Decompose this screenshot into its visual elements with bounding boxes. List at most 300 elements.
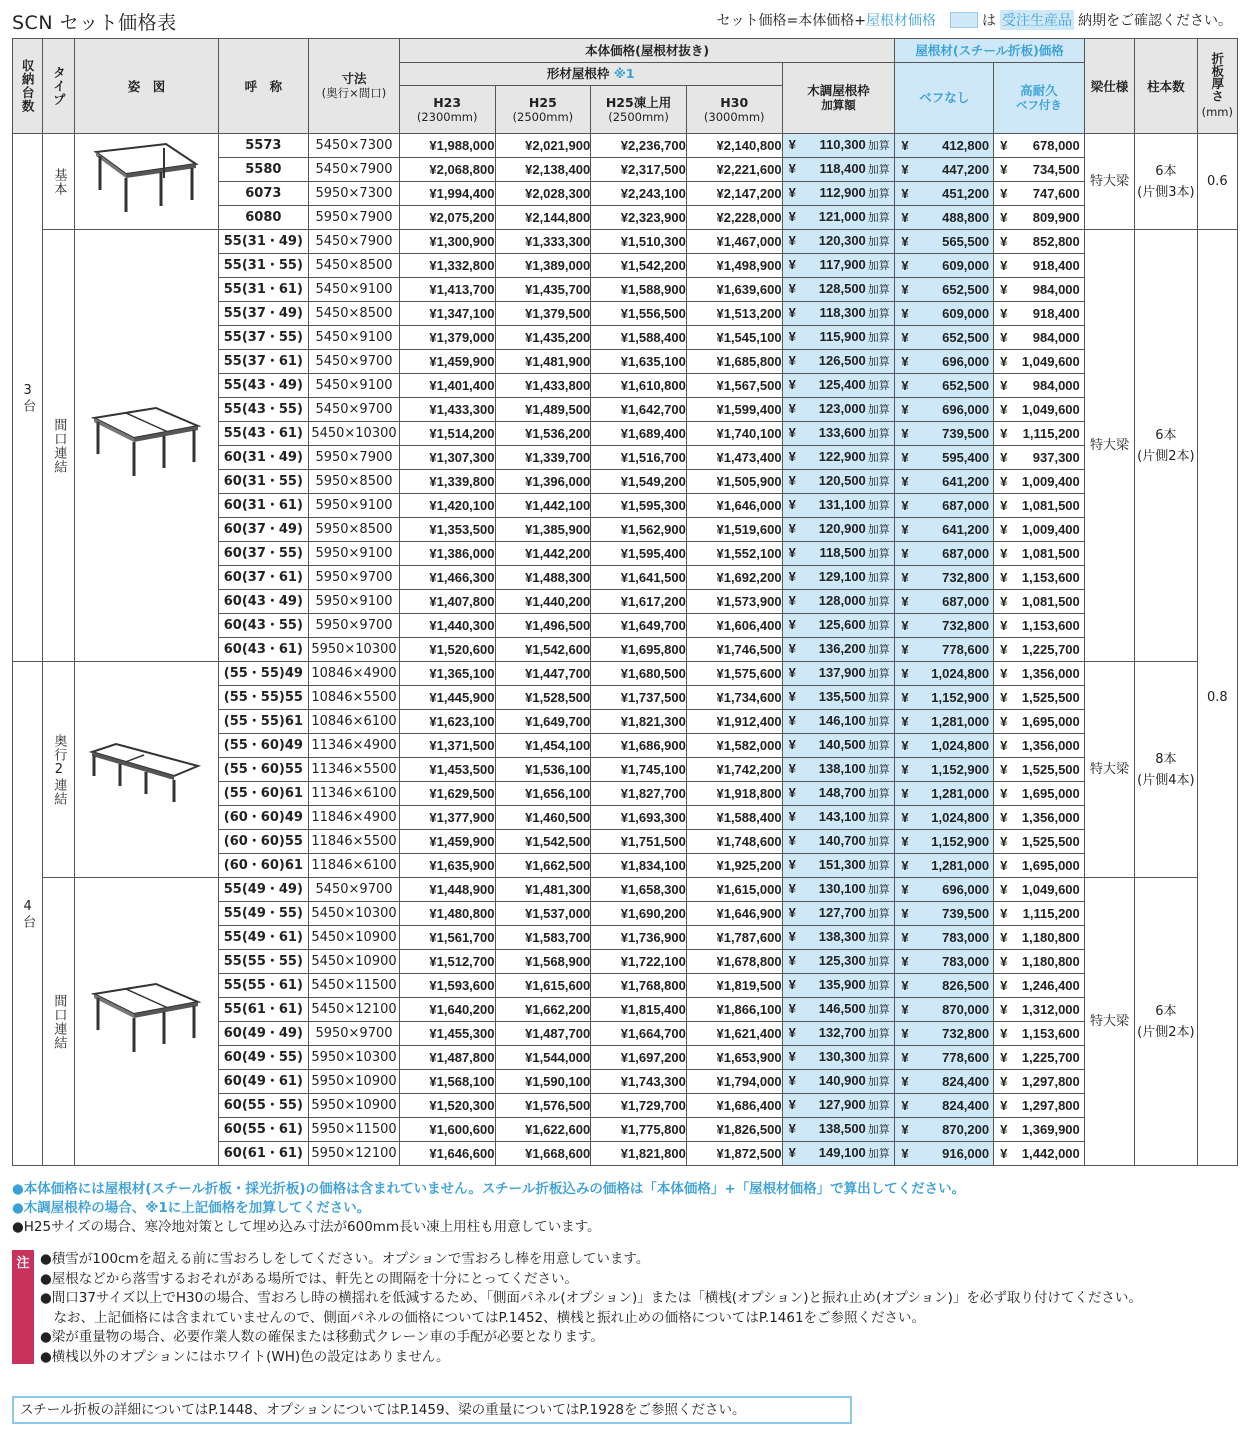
cell-h23: ¥1,640,200 [399,998,495,1022]
cell-h25: ¥1,528,500 [495,686,591,710]
cell-h25f: ¥1,588,400 [591,326,687,350]
cell-name: 55(37・55) [218,326,309,350]
cell-h25: ¥1,487,700 [495,1022,591,1046]
cell-h23: ¥1,487,800 [399,1046,495,1070]
cell-no-bef: ¥ 739,500 [895,422,994,446]
col-body-price: 本体価格(屋根材抜き) [399,39,895,63]
cell-no-bef: ¥ 652,500 [895,374,994,398]
cell-h30: ¥1,646,000 [686,494,782,518]
cell-bef: ¥ 1,081,500 [994,542,1085,566]
cell-h25: ¥2,138,400 [495,158,591,182]
cell-no-bef: ¥ 783,000 [895,926,994,950]
cell-name: 55(49・61) [218,926,309,950]
col-name: 呼 称 [218,39,309,134]
caution-5: ●梁が重量物の場合、必要作業人数の確保または移動式クレーン車の手配が必要となります。 [40,1329,604,1345]
cell-bef: ¥ 1,525,500 [994,830,1085,854]
cell-h25: ¥1,537,000 [495,902,591,926]
cell-h30: ¥1,582,000 [686,734,782,758]
cell-dim: 5450×9700 [309,878,400,902]
cell-name: 55(37・49) [218,302,309,326]
cell-h23: ¥1,466,300 [399,566,495,590]
cell-bef: ¥ 1,153,600 [994,1022,1085,1046]
cell-no-bef: ¥ 1,152,900 [895,686,994,710]
cell-no-bef: ¥ 739,500 [895,902,994,926]
col-bef: 高耐久 ベフ付き [994,62,1085,134]
table-row [13,134,1238,158]
cell-dim: 5450×8500 [309,302,400,326]
cell-h23: ¥1,300,900 [399,230,495,254]
cell-no-bef: ¥ 826,500 [895,974,994,998]
cell-h23: ¥1,512,700 [399,950,495,974]
cell-no-bef: ¥ 451,200 [895,182,994,206]
cell-h23: ¥1,480,800 [399,902,495,926]
cell-name: 60(31・61) [218,494,309,518]
cell-h25: ¥2,021,900 [495,134,591,158]
cell-name: 5580 [218,158,309,182]
cell-dim: 11846×4900 [309,806,400,830]
cell-h23: ¥1,623,100 [399,710,495,734]
note-1: ●本体価格には屋根材(スチール折板・採光折板)の価格は含まれていません。スチール折板込みの価格は「本体価格」+「屋根材価格」で算出してください。 [12,1181,966,1197]
cell-name: (60・60)55 [218,830,309,854]
notes [12,1180,1238,1237]
cell-h23: ¥1,520,300 [399,1094,495,1118]
cell-bef: ¥ 1,356,000 [994,806,1085,830]
cell-h23: ¥1,440,300 [399,614,495,638]
cell-h23: ¥1,593,600 [399,974,495,998]
cell-h25f: ¥1,516,700 [591,446,687,470]
cell-h30: ¥2,221,600 [686,158,782,182]
cell-name: (60・60)61 [218,854,309,878]
cell-h23: ¥1,514,200 [399,422,495,446]
cell-wood: ¥ 146,100 加算 [782,710,895,734]
cell-no-bef: ¥ 641,200 [895,470,994,494]
caution-3: ●間口37サイズ以上でH30の場合、雪おろし時の横揺れを低減するため、「側面パネル(オプション)」または「横桟(オプション)と振れ止め(オプション)」を必ず取り付けてください。 [40,1290,1142,1306]
cell-h30: ¥1,639,600 [686,278,782,302]
cell-no-bef: ¥ 1,281,000 [895,710,994,734]
cell-bef: ¥ 747,600 [994,182,1085,206]
cell-name: 55(61・61) [218,998,309,1022]
cell-wood: ¥ 120,300 加算 [782,230,895,254]
cell-h25f: ¥1,556,500 [591,302,687,326]
cell-dim: 5450×10300 [309,422,400,446]
cell-bef: ¥ 809,900 [994,206,1085,230]
cell-wood: ¥ 132,700 加算 [782,1022,895,1046]
cell-bef: ¥ 1,369,900 [994,1118,1085,1142]
cell-dim: 5450×9100 [309,326,400,350]
cell-wood: ¥ 146,500 加算 [782,998,895,1022]
cell-h25: ¥1,489,500 [495,398,591,422]
cell-h30: ¥2,228,000 [686,206,782,230]
cell-dim: 5450×12100 [309,998,400,1022]
cell-h25f: ¥1,690,200 [591,902,687,926]
cell-h25f: ¥1,617,200 [591,590,687,614]
cell-h25f: ¥1,827,700 [591,782,687,806]
cell-wood: ¥ 140,500 加算 [782,734,895,758]
cell-no-bef: ¥ 641,200 [895,518,994,542]
cell-h30: ¥1,685,800 [686,350,782,374]
cell-wood: ¥ 127,900 加算 [782,1094,895,1118]
cell-h30: ¥1,606,400 [686,614,782,638]
cell-h23: ¥1,347,100 [399,302,495,326]
col-wood: 木調屋根枠 加算額 [782,62,895,134]
cell-dim: 10846×5500 [309,686,400,710]
cell-h23: ¥1,568,100 [399,1070,495,1094]
cell-wood: ¥ 129,100 加算 [782,566,895,590]
cell-h23: ¥1,407,800 [399,590,495,614]
cell-wood: ¥ 135,900 加算 [782,974,895,998]
cell-h25f: ¥1,562,900 [591,518,687,542]
cell-wood: ¥ 121,000 加算 [782,206,895,230]
cell-h23: ¥1,994,400 [399,182,495,206]
cell-h25f: ¥1,686,900 [591,734,687,758]
col-roof-price: 屋根材(スチール折板)価格 [895,39,1084,63]
cell-dim: 5950×9100 [309,590,400,614]
cell-wood: ¥ 117,900 加算 [782,254,895,278]
cell-wood: ¥ 118,400 加算 [782,158,895,182]
cell-h25: ¥1,536,100 [495,758,591,782]
cell-h25f: ¥1,680,500 [591,662,687,686]
cell-h25: ¥1,615,600 [495,974,591,998]
cell-wood: ¥ 123,000 加算 [782,398,895,422]
cell-wood: ¥ 148,700 加算 [782,782,895,806]
beam-maguchi-3: 特大梁 [1084,230,1134,662]
cell-h30: ¥1,599,400 [686,398,782,422]
cell-h30: ¥1,686,400 [686,1094,782,1118]
cell-h30: ¥2,140,800 [686,134,782,158]
cell-name: 55(55・61) [218,974,309,998]
cell-dim: 5950×10900 [309,1070,400,1094]
cell-name: 6080 [218,206,309,230]
cell-h23: ¥1,459,900 [399,830,495,854]
cell-h25: ¥1,447,700 [495,662,591,686]
cell-wood: ¥ 137,900 加算 [782,662,895,686]
cell-h25f: ¥1,736,900 [591,926,687,950]
cell-no-bef: ¥ 609,000 [895,254,994,278]
cell-h25f: ¥1,821,300 [591,710,687,734]
col-pillars: 柱本数 [1135,39,1197,134]
cell-h25f: ¥2,243,100 [591,182,687,206]
cell-h23: ¥1,401,400 [399,374,495,398]
cell-bef: ¥ 1,180,800 [994,926,1085,950]
cell-h25: ¥1,622,600 [495,1118,591,1142]
cell-h23: ¥1,379,000 [399,326,495,350]
cell-bef: ¥ 984,000 [994,326,1085,350]
cell-h25: ¥2,144,800 [495,206,591,230]
cell-h23: ¥1,371,500 [399,734,495,758]
cell-h25f: ¥1,588,900 [591,278,687,302]
cell-h25f: ¥1,689,400 [591,422,687,446]
cell-wood: ¥ 125,300 加算 [782,950,895,974]
cell-dim: 5450×9700 [309,350,400,374]
cell-h23: ¥1,413,700 [399,278,495,302]
cell-h30: ¥1,505,900 [686,470,782,494]
col-frame: 形材屋根枠 ※1 [399,62,782,86]
cell-no-bef: ¥ 783,000 [895,950,994,974]
cell-h25: ¥1,460,500 [495,806,591,830]
cell-h25: ¥1,496,500 [495,614,591,638]
cell-wood: ¥ 115,900 加算 [782,326,895,350]
cell-dim: 5450×8500 [309,254,400,278]
cell-no-bef: ¥ 696,000 [895,878,994,902]
cell-bef: ¥ 1,356,000 [994,662,1085,686]
pillars-basic: 6本 (片側3本) [1135,134,1197,230]
cell-bef: ¥ 918,400 [994,254,1085,278]
cell-no-bef: ¥ 652,500 [895,278,994,302]
caution-6: ●横桟以外のオプションにはホワイト(WH)色の設定はありません。 [40,1348,450,1365]
cell-h25: ¥1,536,200 [495,422,591,446]
cell-wood: ¥ 140,700 加算 [782,830,895,854]
cell-name: 60(49・61) [218,1070,309,1094]
cell-h25f: ¥1,697,200 [591,1046,687,1070]
cell-bef: ¥ 1,312,000 [994,998,1085,1022]
cell-wood: ¥ 138,500 加算 [782,1118,895,1142]
cell-wood: ¥ 118,500 加算 [782,542,895,566]
cell-name: 60(43・61) [218,638,309,662]
col-type: タイプ [43,39,75,134]
cell-h25f: ¥1,815,400 [591,998,687,1022]
cell-h23: ¥1,353,500 [399,518,495,542]
cell-dim: 5450×7900 [309,230,400,254]
cell-dim: 5950×9700 [309,1022,400,1046]
cell-bef: ¥ 1,246,400 [994,974,1085,998]
cell-h23: ¥1,459,900 [399,350,495,374]
cell-h30: ¥1,567,500 [686,374,782,398]
type-maguchi-4: 間口連結 [43,878,75,1166]
cell-wood: ¥ 120,900 加算 [782,518,895,542]
cell-wood: ¥ 120,500 加算 [782,470,895,494]
cell-h30: ¥1,826,500 [686,1118,782,1142]
cell-bef: ¥ 1,115,200 [994,422,1085,446]
cell-wood: ¥ 135,500 加算 [782,686,895,710]
cell-wood: ¥ 130,100 加算 [782,878,895,902]
cell-bef: ¥ 1,297,800 [994,1094,1085,1118]
cell-name: 55(43・49) [218,374,309,398]
cell-bef: ¥ 734,500 [994,158,1085,182]
cell-no-bef: ¥ 687,000 [895,494,994,518]
cell-h25: ¥1,385,900 [495,518,591,542]
cell-bef: ¥ 984,000 [994,374,1085,398]
cell-name: 55(31・49) [218,230,309,254]
legend-formula: セット価格=本体価格+屋根材価格 [716,13,936,29]
col-thickness: 折板厚さ (mm) [1197,39,1237,134]
legend-swatch [950,12,978,28]
cell-h25f: ¥1,595,300 [591,494,687,518]
cell-name: 60(55・55) [218,1094,309,1118]
legend-suffix: 納期をご確認ください。 [1078,13,1232,29]
thickness-a: 0.6 [1197,134,1237,230]
cell-bef: ¥ 1,049,600 [994,398,1085,422]
cell-h30: ¥1,513,200 [686,302,782,326]
cell-h25f: ¥1,729,700 [591,1094,687,1118]
cell-dim: 11346×5500 [309,758,400,782]
cell-no-bef: ¥ 732,800 [895,614,994,638]
legend [717,10,1232,30]
cell-h30: ¥1,866,100 [686,998,782,1022]
col-figure: 姿 図 [75,39,218,134]
cell-h25f: ¥1,664,700 [591,1022,687,1046]
cell-name: 60(37・49) [218,518,309,542]
cell-bef: ¥ 1,695,000 [994,782,1085,806]
cell-h25: ¥1,568,900 [495,950,591,974]
cell-bef: ¥ 1,180,800 [994,950,1085,974]
cell-h30: ¥1,519,600 [686,518,782,542]
cell-h30: ¥1,742,200 [686,758,782,782]
cell-name: (55・55)61 [218,710,309,734]
cell-name: 60(37・55) [218,542,309,566]
cell-no-bef: ¥ 652,500 [895,326,994,350]
cell-name: (55・60)49 [218,734,309,758]
cell-h25: ¥1,488,300 [495,566,591,590]
cell-dim: 5950×9700 [309,614,400,638]
cell-bef: ¥ 1,297,800 [994,1070,1085,1094]
cell-h25: ¥1,435,200 [495,326,591,350]
cell-h23: ¥1,561,700 [399,926,495,950]
cell-h30: ¥1,692,200 [686,566,782,590]
cell-h25f: ¥1,751,500 [591,830,687,854]
cell-no-bef: ¥ 916,000 [895,1142,994,1166]
cell-h23: ¥1,455,300 [399,1022,495,1046]
caution-block [12,1250,1242,1367]
cell-dim: 5450×7900 [309,158,400,182]
cell-no-bef: ¥ 870,200 [895,1118,994,1142]
cell-name: 60(49・55) [218,1046,309,1070]
cell-h23: ¥1,453,500 [399,758,495,782]
cell-wood: ¥ 110,300 加算 [782,134,895,158]
page-title: SCN セット価格表 [12,12,177,34]
caution-2: ●屋根などから落雪するおそれがある場所では、軒先との間隔を十分にとってください。 [40,1270,579,1287]
beam-basic: 特大梁 [1084,134,1134,230]
cell-h25f: ¥1,821,800 [591,1142,687,1166]
cell-h25: ¥1,333,300 [495,230,591,254]
cell-wood: ¥ 125,400 加算 [782,374,895,398]
cell-h25: ¥2,028,300 [495,182,591,206]
cell-h25: ¥1,576,500 [495,1094,591,1118]
cell-h25f: ¥1,649,700 [591,614,687,638]
col-h30: H30 (3000mm) [686,86,782,134]
cell-name: (55・60)61 [218,782,309,806]
cell-h30: ¥1,912,400 [686,710,782,734]
cell-h25f: ¥2,317,500 [591,158,687,182]
cell-h30: ¥1,615,000 [686,878,782,902]
cell-wood: ¥ 126,500 加算 [782,350,895,374]
cell-h30: ¥1,573,900 [686,590,782,614]
cell-name: 60(49・49) [218,1022,309,1046]
cell-wood: ¥ 128,500 加算 [782,278,895,302]
cell-dim: 5950×12100 [309,1142,400,1166]
note-3: ●H25サイズの場合、寒冷地対策として埋め込み寸法が600mm長い凍上用柱も用意しています。 [12,1219,601,1235]
figure-basic [75,134,218,230]
cell-no-bef: ¥ 1,024,800 [895,734,994,758]
cell-h23: ¥1,377,900 [399,806,495,830]
cell-wood: ¥ 133,600 加算 [782,422,895,446]
cell-bef: ¥ 1,115,200 [994,902,1085,926]
cell-h23: ¥1,386,000 [399,542,495,566]
cell-bef: ¥ 1,695,000 [994,854,1085,878]
type-okuyuki: 奥行2連結 [43,662,75,878]
col-beam: 梁仕様 [1084,39,1134,134]
table-row [13,878,1238,902]
cell-name: 60(37・61) [218,566,309,590]
cell-no-bef: ¥ 824,400 [895,1070,994,1094]
cell-name: (55・60)55 [218,758,309,782]
cell-h25: ¥1,590,100 [495,1070,591,1094]
cell-h30: ¥1,746,500 [686,638,782,662]
cell-h25: ¥1,442,200 [495,542,591,566]
cell-h25: ¥1,481,300 [495,878,591,902]
cell-h30: ¥1,819,500 [686,974,782,998]
cell-name: (60・60)49 [218,806,309,830]
cell-no-bef: ¥ 696,000 [895,398,994,422]
cell-dim: 5950×7900 [309,206,400,230]
cell-h30: ¥1,588,400 [686,806,782,830]
cell-dim: 5950×9700 [309,566,400,590]
cell-no-bef: ¥ 595,400 [895,446,994,470]
cell-name: 55(43・55) [218,398,309,422]
cell-h30: ¥2,147,200 [686,182,782,206]
cell-h25f: ¥1,695,800 [591,638,687,662]
cell-bef: ¥ 984,000 [994,278,1085,302]
cell-name: 60(31・55) [218,470,309,494]
cell-bef: ¥ 1,081,500 [994,494,1085,518]
cell-bef: ¥ 918,400 [994,302,1085,326]
beam-maguchi-4: 特大梁 [1084,878,1134,1166]
cell-wood: ¥ 125,600 加算 [782,614,895,638]
cell-h23: ¥1,445,900 [399,686,495,710]
cell-h23: ¥1,433,300 [399,398,495,422]
cell-no-bef: ¥ 447,200 [895,158,994,182]
cell-name: 55(31・55) [218,254,309,278]
cell-no-bef: ¥ 732,800 [895,1022,994,1046]
cell-h30: ¥1,467,000 [686,230,782,254]
cell-h25: ¥1,339,700 [495,446,591,470]
cell-dim: 5450×10900 [309,950,400,974]
cell-h25f: ¥1,722,100 [591,950,687,974]
legend-highlight: 受注生産品 [1000,10,1074,30]
cell-name: 60(43・49) [218,590,309,614]
cell-bef: ¥ 852,800 [994,230,1085,254]
cell-wood: ¥ 127,700 加算 [782,902,895,926]
cell-h25: ¥1,656,100 [495,782,591,806]
cell-wood: ¥ 138,300 加算 [782,926,895,950]
pillars-maguchi-4: 6本 (片側2本) [1135,878,1197,1166]
cell-h25: ¥1,389,000 [495,254,591,278]
cell-no-bef: ¥ 565,500 [895,230,994,254]
cell-wood: ¥ 128,000 加算 [782,590,895,614]
cell-no-bef: ¥ 1,152,900 [895,830,994,854]
figure-maguchi-4 [75,878,218,1166]
cell-h25f: ¥2,323,900 [591,206,687,230]
cell-h23: ¥2,075,200 [399,206,495,230]
cell-no-bef: ¥ 687,000 [895,590,994,614]
figure-maguchi-3 [75,230,218,662]
cell-dim: 5450×7300 [309,134,400,158]
cell-h30: ¥1,575,600 [686,662,782,686]
cell-wood: ¥ 138,100 加算 [782,758,895,782]
caution-4: なお、上記価格には含まれていませんので、側面パネルの価格についてはP.1452、横桟と振れ止めの価格についてはP.1461をご参照ください。 [40,1309,926,1326]
cell-dim: 11846×5500 [309,830,400,854]
cell-no-bef: ¥ 778,600 [895,638,994,662]
cell-bef: ¥ 1,525,500 [994,686,1085,710]
cell-dim: 11846×6100 [309,854,400,878]
cell-bef: ¥ 1,153,600 [994,566,1085,590]
page-header [0,0,1248,36]
cell-dim: 5450×10900 [309,926,400,950]
cell-name: 60(61・61) [218,1142,309,1166]
cell-no-bef: ¥ 1,281,000 [895,854,994,878]
cell-h25f: ¥1,595,400 [591,542,687,566]
cell-dim: 5450×9100 [309,374,400,398]
cell-h30: ¥1,653,900 [686,1046,782,1070]
